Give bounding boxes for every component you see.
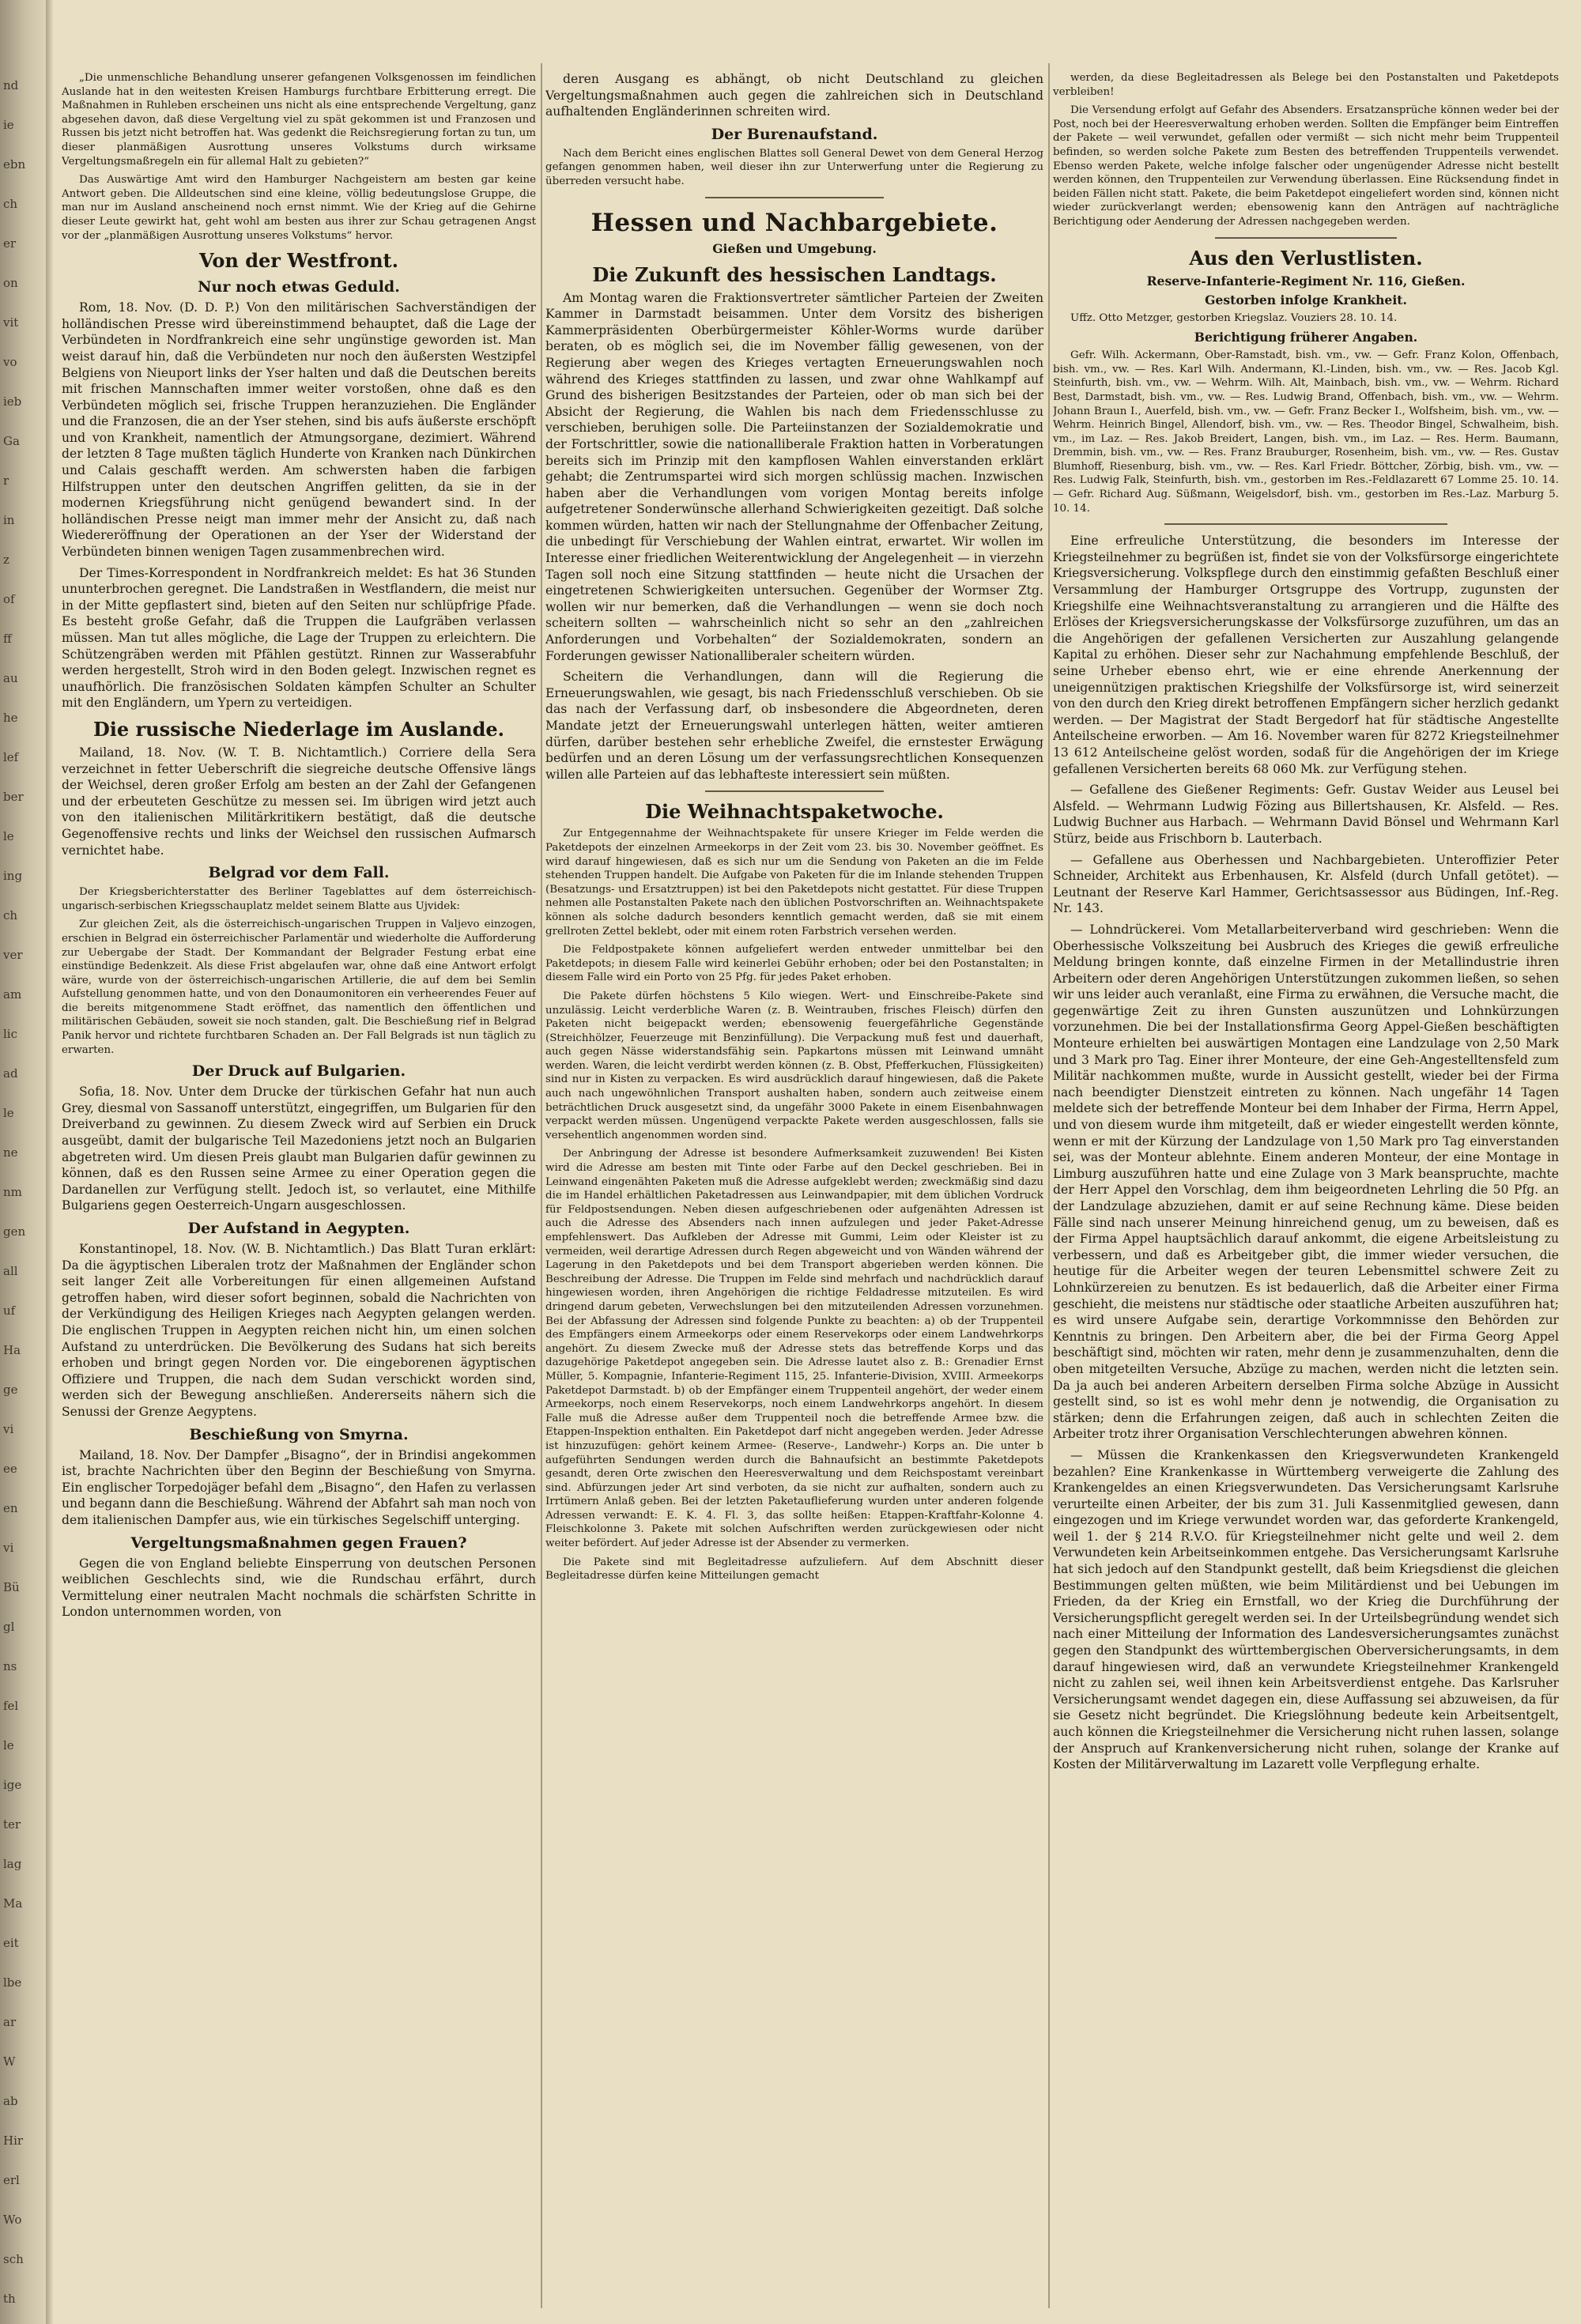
adjacent-page-fragment: ebn: [3, 158, 26, 172]
headline-bulgarien: Der Druck auf Bulgarien.: [191, 1062, 406, 1081]
article-landtag: [545, 290, 1043, 783]
separator: [705, 790, 885, 792]
adjacent-page-fragment: Ma: [3, 1897, 23, 1911]
article-russische-niederlage: [62, 745, 536, 858]
article-smyrna: [62, 1447, 536, 1529]
section-title-hessen: Hessen und Nachbargebiete.: [591, 208, 998, 237]
paragraph: — Gefallene aus Oberhessen und Nachbargebieten. Unteroffizier Peter Schneider, Architekt aus Erbenhausen, Kr. Alsfeld (durch Unfall getötet). — Leutnant der Reserve Karl Hammer, Gerichtsassessor aus Büdingen, Inf.-Reg. Nr. 143.: [1053, 852, 1559, 916]
headline-belgrad: Belgrad vor dem Fall.: [208, 864, 390, 882]
adjacent-page-fragment: ie: [3, 119, 14, 132]
paragraph: — Lohndrückerei. Vom Metallarbeiterverband wird geschrieben: Wenn die Oberhessische Volkszeitung bei Ausbruch des Krieges die gewiß erfreuliche Meldung bringen konnte, daß einzelne Firmen in der Metallindustrie ihren Arbeitern oder deren Angehörigen Unterstützungen zukommen ließen, so sehen wir uns leider auch veranlaßt, eine Firma zu erwähnen, die Versuche macht, die gegenwärtige Zeit zu ihren Gunsten auszunützen und Lohnkürzungen vorzunehmen. Die bei der Installationsfirma Georg Appel-Gießen beschäftigten Monteure erhielten bei auswärtigen Montagen eine Landzulage von 2,50 Mark und 3 Mark pro Tag. Einer ihrer Monteure, der eine Geh-Angestelltensfeld zum Militär nachkommen mußte, wurde in Aussicht gestellt, wieder bei der Firma nach beendigter Dienstzeit eintreten zu können. Nach ungefähr 14 Tagen meldete sich der betreffende Monteur bei dem Inhaber der Firma, Herrn Appel, und von diesem wurde ihm mitgeteilt, daß er wieder eingestellt werden könnte, wenn er mit der Kürzung der Landzulage von 1,50 Mark pro Tag einverstanden sei, was der Monteur ablehnte. Einem anderen Monteur, der eine Montage in Limburg auszuführen hatte und eine Zulage von 3 Mark beanspruchte, machte der Herr Appel den Vorschlag, dem ihm beigeordneten Lehrling die 50 Pfg. an der Landzulage abzuziehen, damit er auf seine Rechnung käme. Diese beiden Fälle sind nach unserer Meinung hinreichend genug, um zu beweisen, daß es der Firma Appel hauptsächlich darauf ankommt, die eigene Arbeitsleistung zu verbessern, und daß es Arbeitgeber gibt, die immer wieder versuchen, die heutige für die Arbeiter wegen der teuren Lebensmittel schwere Zeit zu Lohnkürzereien zu benutzen. Es ist bedauerlich, daß die Arbeiter einer Firma geschieht, die meistens nur städtische oder staatliche Arbeiten auszuführen hat; es wird unsere Aufgabe sein, derartige Vorkommnisse den Behörden zur Kenntnis zu bringen. Den Arbeitern aber, die bei der Firma Georg Appel beschäftigt sind, möchten wir raten, mehr denn je zusammenzuhalten, denn die oben mitgeteilten Versuche, Abzüge zu machen, werden nicht die letzten sein. Da ja auch bei anderen Arbeitern derselben Firma solche Abzüge in Aussicht gestellt sind, so ist es wohl mehr denn je notwendig, die Organisation zu stärken; denn die Erfahrungen zeigen, daß auch in schlechten Zeiten die Arbeiter trotz ihrer Organisation Verschlechterungen abwehren können.: [1053, 922, 1559, 1442]
separator: [1215, 237, 1397, 239]
paragraph: deren Ausgang es abhängt, ob nicht Deutschland zu gleichen Vergeltungsmaßnahmen auch gegen die zahlreichen sich in Deutschland aufhaltenden Engländerinnen schreiten wird.: [545, 72, 1043, 119]
adjacent-page-fragment: nm: [3, 1186, 22, 1199]
paragraph: — Müssen die Krankenkassen den Kriegsverwundeten Krankengeld bezahlen? Eine Krankenkasse in Württemberg verweigerte die Zahlung des Krankengeldes an einen Kriegsverwundeten. Das Versicherungsamt Karlsruhe verurteilte einen Arbeiter, der bis zum 31. Juli Kassenmitglied gewesen, dann eingezogen und im Kriege verwundet worden war, das geforderte Krankengeld, weil 1. der § 214 R.V.O. für Kriegsteilnehmer nicht gelte und weil 2. dem Verwundeten kein Arbeitseinkommen entgehe. Das Versicherungsamt Karlsruhe hat sich jedoch auf den Standpunkt gestellt, daß beim Kriegsdienst die gleichen Bestimmungen gelten müßten, wie beim Militärdienst und bei Uebungen im Frieden, da der Krieg ein Ernstfall, wo der Krieg die Durchführung der Versicherungspflicht geregelt werden sei. In der Urteilsbegründung wendet sich nach einer Mitteilung der Information des Landesversicherungsamtes zunächst gegen den Standpunkt des württembergischen Oberversicherungsamts, in dem darauf hingewiesen wird, daß an verwundete Kriegsteilnehmer Krankengeld nicht zu zahlen sei, weil ihnen kein Arbeitsverdienst entgehe. Das Karlsruher Versicherungsamt wendet dagegen ein, diese Auffassung sei abzuweisen, da für sie Gesetz nicht begründet. Die Kriegslöhnung bedeute kein Arbeitsentgelt, auch können die Kriegsteilnehmer die Versicherung nicht ruhen lassen, solange der Anspruch auf Krankenversicherung nicht ruhen, solange der Kranke auf Kosten der Militärverwaltung im Lazarett volle Verpflegung erhalte.: [1053, 1447, 1559, 1772]
headline-verlustlisten: Aus den Verlustlisten.: [1189, 246, 1423, 270]
adjacent-page-fragment: th: [3, 2292, 16, 2306]
adjacent-page-fragment: le: [3, 1739, 14, 1752]
local-news: [1053, 533, 1559, 1773]
adjacent-page-fragment: ter: [3, 1818, 21, 1832]
article-continuation: [545, 71, 1043, 120]
adjacent-page-fragment: le: [3, 830, 14, 843]
adjacent-page-fragment: lag: [3, 1858, 22, 1871]
adjacent-page-fragment: all: [3, 1265, 18, 1278]
adjacent-page-fragment: er: [3, 237, 17, 251]
subheading-krankheit: Gestorben infolge Krankheit.: [1205, 292, 1407, 307]
adjacent-page-fragment: nd: [3, 79, 19, 92]
adjacent-page-fragment: gl: [3, 1620, 15, 1634]
separator: [1164, 523, 1447, 525]
subhead-geduld: Nur noch etwas Geduld.: [198, 278, 400, 296]
adjacent-page-fragment: gen: [3, 1225, 26, 1239]
column-rule-1: [541, 63, 542, 2308]
article-bulgarien: [62, 1084, 536, 1214]
adjacent-page-fragment: he: [3, 711, 18, 725]
adjacent-page-fragment: au: [3, 672, 18, 685]
article-weihnachtspaketwoche: [545, 827, 1043, 1583]
paragraph: Der Anbringung der Adresse ist besondere Aufmerksamkeit zuzuwenden! Bei Kisten wird die Adresse am besten mit Tinte oder Farbe auf den Deckel geschrieben. Bei in Leinwand eingenähten Paketen muß die Adresse aufgeklebt werden; zweckmäßig sind dazu die im Handel erhältlichen Paketadressen aus Leinwandpapier, mit dem üblichen Vordruck für Feldpostsendungen. Neben diesen aufgeschriebenen oder aufgenähten Adressen ist auch die Adresse des Absenders nach innen aufzulegen und jeder Paket-Adresse empfehlenswert. Das Aufkleben der Adresse mit Gummi, Leim oder Kleister ist zu vermeiden, weil derartige Adressen durch Regen abgeweicht und von Wänden während der Lagerung in den Paketdepots und bei dem Transport abgerieben werden können. Die Beschreibung der Adresse. Die Truppen im Felde sind mehrfach und nachdrücklich darauf hingewiesen worden, ihren Angehörigen die richtige Feldadresse mitzuteilen. Es wird dringend darum gebeten, Verwechslungen bei den mitzuteilenden Adressen vorzunehmen. Bei der Abfassung der Adressen sind folgende Punkte zu beachten: a) ob der Truppenteil des Empfängers einem Armeekorps oder einem Reservekorps oder einem Landwehrkorps angehört. Zu diesem Zwecke muß der Adresse stets das betreffende Korps und das dazugehörige Paketdepot angegeben sein. Die Adresse lautet also z. B.: Grenadier Ernst Müller, 5. Kompagnie, Infanterie-Regiment 115, 25. Infanterie-Division, XVIII. Armeekorps Paketdepot Darmstadt. b) ob der Empfänger einem Truppenteil angehört, der weder einem Armeekorps, noch einem Reservekorps, noch einem Landwehrkorps angehört. In diesem Falle muß die Adresse außer dem Truppenteil noch die betreffende Armee bzw. die Etappen-Inspektion enthalten. Ein Paketdepot darf nicht angegeben werden. Jeder Adresse ist hinzuzufügen: gehört keinem Armee- (Reserve-, Landwehr-) Korps an. Die unter b aufgeführten Sendungen werden durch die Bahnaufsicht an bestimmte Paketdepots gesandt, deren Orte zwischen den Heeresverwaltung und dem Reichspostamt vereinbart sind. Abfürzungen jeder Art sind verboten, da sie nicht zur aufhalten, sondern auch zu Irrtümern Anlaß geben. Bei der letzten Paketauflieferung wurden unter anderen folgende Adressen verwandt: E. K. 4. Fl. 3, das sollte heißen: Etappen-Kraftfahr-Kolonne 4. Fleischkolonne 3. Pakete mit solchen Aufschriften werden zurückgewiesen oder nicht weiter befördert. Auf jeder Adresse ist der Absender zu vermerken.: [545, 1148, 1043, 1550]
adjacent-page-fragment: lic: [3, 1028, 17, 1041]
adjacent-page-fragment: am: [3, 988, 22, 1002]
adjacent-page-fragment: Ha: [3, 1344, 21, 1357]
adjacent-page-fragment: W: [3, 2055, 16, 2069]
adjacent-page-fragment: on: [3, 277, 18, 290]
adjacent-page-fragment: ar: [3, 2016, 17, 2029]
gutter-shadow: [46, 0, 54, 2324]
paragraph: Rom, 18. Nov. (D. D. P.) Von den militärischen Sachverständigen der holländischen Presse wird übereinstimmend behauptet, daß die Lage der Verbündeten in Nordfrankreich eine sehr ungünstige geworden ist. Man weist darauf hin, daß die Verbündeten nur noch den äußersten Westzipfel Belgiens von Nieuport links der Yser halten und daß die Deutschen bereits mit frischen Mannschaften immer weiter vorstoßen, ohne daß es den Verbündeten möglich sei, frische Truppen heranzuziehen. Die Engländer und die Franzosen, die an der Yser stehen, sind bis aufs äußerste erschöpft und von Krankheit, namentlich der Atmungsorgane, dezimiert. Während der letzten 8 Tage mußten täglich Hunderte von Kranken nach Dünkirchen und Calais geschafft werden. Am schwersten haben die farbigen Hilfstruppen unter den deutschen Angriffen gelitten, da sie in der modernen Kriegsführung nicht genügend bewandert sind. In der holländischen Presse neigt man immer mehr der Ansicht zu, daß nach Wiedereröffnung der Operationen an der Yser der Widerstand der Verbündeten binnen wenigen Tagen zusammenbrechen wird.: [62, 300, 536, 560]
headline-burenaufstand: Der Burenaufstand.: [711, 125, 878, 143]
adjacent-page-fragment: lef: [3, 751, 19, 764]
adjacent-page-fragment: fel: [3, 1700, 19, 1713]
adjacent-page-fragment: vi: [3, 1541, 14, 1555]
adjacent-page-fragment: ch: [3, 198, 18, 211]
paragraph: Sofia, 18. Nov. Unter dem Drucke der türkischen Gefahr hat nun auch Grey, diesmal von Sassanoff unterstützt, eingegriffen, um Bulgarien für den Dreiverband zu gewinnen. Zu diesem Zweck wird auf Serbien ein Druck ausgeübt, damit der bulgarische Teil Mazedoniens jetzt noch an Bulgarien abgetreten wird. Um diesen Preis glaubt man Bulgarien dafür gewinnen zu können, daß es den Russen seine Armee zu einer Operation gegen die Dardanellen zur Verfügung stellt. Jedoch ist, so verlautet, eine Mithilfe Bulgariens gegen Oesterreich-Ungarn ausgeschlossen.: [62, 1085, 536, 1213]
adjacent-page-fragment: ab: [3, 2095, 18, 2108]
paragraph: Zur gleichen Zeit, als die österreichisch-ungarischen Truppen in Valjevo einzogen, erschien in Belgrad ein österreichischer Parlamentär und wiederholte die Aufforderung zur Uebergabe der Stadt. Der Kommandant der Belgrader Festung erbat eine einstündige Bedenkzeit. Als diese Frist abgelaufen war, ohne daß eine Antwort erfolgt wäre, wurde von der österreichisch-ungarischen Artillerie, die auf dem bei Semlin Aufstellung genommen hatte, und von den Donaumonitoren ein verheerendes Feuer auf die bereits mitgenommene Stadt eröffnet, das namentlich den öffentlichen und militärischen Gebäuden, soweit sie noch standen, galt. Die Beschießung rief in Belgrad Panik hervor und richtete furchtbaren Schaden an. Der Fall Belgrads ist nun täglich zu erwarten.: [62, 919, 536, 1056]
adjacent-page-fragment: Ga: [3, 435, 20, 448]
adjacent-page-edge: [0, 0, 46, 2324]
adjacent-page-fragment: sch: [3, 2253, 24, 2266]
adjacent-page-fragment: ver: [3, 949, 23, 962]
adjacent-page-fragment: vi: [3, 1423, 14, 1436]
adjacent-page-fragment: uf: [3, 1304, 16, 1318]
paragraph: Mailand, 18. Nov. Der Dampfer „Bisagno“, der in Brindisi angekommen ist, brachte Nachrichten über den Beginn der Beschießung von Smyrna. Ein englischer Torpedojäger befahl dem „Bisagno“, den Hafen zu verlassen und begann dann die Beschießung. Während der Abfahrt sah man noch von dem italienischen Dampfer aus, wie ein türkisches Segelschiff unterging.: [62, 1447, 536, 1527]
headline-weihnachtspaketwoche: Die Weihnachtspaketwoche.: [645, 800, 944, 824]
intro-article: [62, 71, 536, 243]
paragraph: Der Times-Korrespondent in Nordfrankreich meldet: Es hat 36 Stunden ununterbrochen geregnet. Die Landstraßen in Westflandern, die meist nur in der Mitte gepflastert sind, bieten auf den Seiten nur schlüpfrige Pfade. Es besteht große Gefahr, daß die Truppen die Laufgräben verlassen müssen. Man tut alles mögliche, die Lage der Truppen zu erleichtern. Die Schützengräben werden mit Pfählen gestützt. Rinnen zur Wasserabfuhr werden hergestellt, Stroh wird in den Boden gelegt. Inzwischen regnet es unaufhörlich. Die französischen Soldaten kämpfen Schulter an Schulter mit den Engländern, um Ypern zu verteidigen.: [62, 565, 536, 711]
adjacent-page-fragment: ee: [3, 1462, 17, 1476]
adjacent-page-fragment: ieb: [3, 395, 22, 409]
adjacent-page-fragment: ige: [3, 1779, 22, 1792]
article-westfront: [62, 300, 536, 711]
adjacent-page-fragment: vo: [3, 356, 17, 369]
article-aegypten: [62, 1241, 536, 1420]
article-belgrad: [62, 885, 536, 1057]
headline-frauen: Vergeltungsmaßnahmen gegen Frauen?: [130, 1534, 467, 1552]
subheading-berichtigung: Berichtigung früherer Angaben.: [1194, 330, 1418, 345]
adjacent-page-fragment: erl: [3, 2174, 20, 2187]
adjacent-page-fragment: of: [3, 593, 15, 606]
paragraph: Die Feldpostpakete können aufgeliefert werden entweder unmittelbar bei den Paketdepots; in diesem Falle wird keinerlei Gebühr erhoben; oder bei den Postanstalten; in diesem Falle wird ein Porto von 25 Pfg. für jedes Paket erhoben.: [545, 944, 1043, 984]
paragraph: Eine erfreuliche Unterstützung, die besonders im Interesse der Kriegsteilnehmer zu begrüßen ist, findet sie von der Volksfürsorge eingerichtete Kriegsversicherung. Volkspflege durch den einstimmig gefaßten Beschluß einer Versammlung der Hamburger Ortsgruppe des Vortrupp, zugunsten der Kriegshilfe eine Weihnachtsveranstaltung zu arrangieren und die Hälfte des Erlöses der Kriegsversicherungskasse der Volksfürsorge zuzuführen, um das an die Angehörigen der gefallenen Versicherten zur Auszahlung gelangende Kapital zu erhöhen. Dieser sehr zur Nachahmung empfehlende Beschluß, der seine Urheber ebenso ehrt, wie er eine ehrende Anerkennung der uneigennützigen praktischen Kriegshilfe der Volksfürsorge ist, wird seinerzeit von den durch den Krieg direkt betroffenen Empfängern sicher herzlich gedankt werden. — Der Magistrat der Stadt Bergedorf hat für städtische Angestellte Anteilscheine erworben. — Am 16. November waren für 8272 Kriegsteilnehmer 13 612 Anteilscheine gelöst worden, sodaß für die Angehörigen der im Kriege gefallenen Versicherten bereits 68 060 Mk. zur Verfügung stehen.: [1053, 534, 1559, 776]
adjacent-page-fragment: ad: [3, 1067, 18, 1081]
adjacent-page-fragment: in: [3, 514, 15, 527]
adjacent-page-fragment: r: [3, 474, 9, 488]
section-subtitle-giessen: Gießen und Umgebung.: [712, 240, 877, 256]
column-1: [62, 71, 536, 2308]
paragraph: „Die unmenschliche Behandlung unserer gefangenen Volksgenossen im feindlichen Auslande hat in den weitesten Kreisen Hamburgs furchtbare Erbitterung erregt. Die Maßnahmen in Ruhleben erscheinen uns nicht als eine entsprechende Vergeltung, ganz abgesehen davon, daß diese Vergeltung viel zu spät gekommen ist und Franzosen und Russen bis jetzt nicht betroffen hat. Was gedenkt die Reichsregierung fortan zu tun, um dieser planmäßigen Ausrottung unseres Volkstums durch wirksame Vergeltungsmaßregeln ein für allemal Halt zu gebieten?“: [62, 72, 536, 168]
adjacent-page-fragment: ne: [3, 1146, 18, 1160]
separator: [705, 197, 885, 198]
paragraph: Scheitern die Verhandlungen, dann will die Regierung die Erneuerungswahlen, wie gesagt, bis nach Friedensschluß verschieben. Ob sie das nach der Verfassung darf, ob insbesondere die Abgeordneten, deren Mandate jetzt der Erneuerungswahl unterlegen hätten, weiter amtieren dürfen, darüber bestehen sehr erhebliche Zweifel, die ernstester Erwägung bedürfen und an deren Lösung um der verfassungsrechtlichen Konsequenzen willen alle Parteien auf das lebhafteste interessiert sein müßten.: [545, 670, 1043, 782]
article-burenaufstand: [545, 147, 1043, 189]
adjacent-page-fragment: ge: [3, 1383, 18, 1397]
adjacent-page-fragment: en: [3, 1502, 18, 1515]
adjacent-page-fragment: ns: [3, 1660, 17, 1673]
column-rule-2: [1048, 63, 1050, 2308]
article-continuation: [1053, 71, 1559, 229]
adjacent-page-fragment: lbe: [3, 1976, 22, 1990]
adjacent-page-fragment: ber: [3, 790, 24, 804]
paragraph: Gegen die von England beliebte Einsperrung von deutschen Personen weiblichen Geschlechts sind, wie die Rundschau erfährt, durch Vermittelung einer neutralen Macht nochmals die schärfsten Schritte in London unternommen worden, von: [62, 1556, 536, 1620]
paragraph: Mailand, 18. Nov. (W. T. B. Nichtamtlich.) Corriere della Sera verzeichnet in fetter Ueberschrift die siegreiche deutsche Offensive längs der Weichsel, deren großer Erfolg am besten an der Zahl der Gefangenen und der erbeuteten Geschütze zu messen sei. Im übrigen wird jetzt auch von den italienischen Militärkritikern bestätigt, daß die deutsche Gegenoffensive rechts und links der Weichsel den russischen Aufmarsch vernichtet habe.: [62, 745, 536, 858]
paragraph: Am Montag waren die Fraktionsvertreter sämtlicher Parteien der Zweiten Kammer in Darmstadt beisammen. Unter dem Vorsitz des bisherigen Kammerpräsidenten Oberbürgermeister Köhler-Worms wurde darüber beraten, ob es möglich sei, die im November fällig gewesenen, von der Regierung aber wegen des Krieges vertagten Erneuerungswahlen noch während des Krieges stattfinden zu lassen, und zwar ohne Wahlkampf auf Grund des bisherigen Besitzstandes der Parteien, oder ob man sich bei der Absicht der Regierung, die Wahlen bis nach dem Friedensschlusse zu verschieben, beruhigen solle. Die Parteiinstanzen der Sozialdemokratie und der Fortschrittler, sowie die nationalliberale Fraktion hatten in Vorberatungen bereits sich im Prinzip mit den kampflosen Wahlen einverstanden erklärt gehabt; die Zentrumspartei wird sich morgen schlüssig machen. Inzwischen haben aber die Verhandlungen vom vorigen Montag bereits infolge aufgetretener Sonderwünsche allerhand Schwierigkeiten gezeitigt. Daß solche kommen würden, hatten wir nach der Stellungnahme der Offenbacher Zeitung, die unbedingt für Verschiebung der Wahlen eintrat, erwartet. Wir wollen im Interesse einer friedlichen Weiterentwicklung der Angelegenheit — in vierzehn Tagen soll noch eine Sitzung stattfinden — heute nicht die Ursachen der eingetretenen Schwierigkeiten untersuchen. Gegenüber der Wormser Ztg. wollen wir nur bemerken, daß die Verhandlungen — wenn sie doch noch scheitern sollten — wahrscheinlich nicht so sehr an den „zahlreichen Anforderungen und Vorbehalten“ der Sozialdemokraten, sondern an Forderungen gewisser Nationalliberaler scheitern würden.: [545, 290, 1043, 663]
adjacent-page-fragment: ing: [3, 870, 23, 883]
paragraph: werden, da diese Begleitadressen als Belege bei den Postanstalten und Paketdepots verbleiben!: [1053, 72, 1559, 98]
article-frauen: [62, 1556, 536, 1620]
paragraph: Die Versendung erfolgt auf Gefahr des Absenders. Ersatzansprüche können weder bei der Post, noch bei der Heeresverwaltung erhoben werden. Sollten die Empfänger beim Eintreffen der Pakete — weil verwundet, gefallen oder vermißt — sich nicht mehr beim Truppenteil befinden, so werden solche Pakete zum Besten des betreffenden Truppenteils verwendet. Ebenso werden Pakete, welche infolge falscher oder ungenügender Adresse nicht bestellt werden können, den Truppenteilen zur Verwendung überlassen. Eine Rücksendung findet in beiden Fällen nicht statt. Pakete, die beim Paketdepot eingeliefert worden sind, können nicht wieder zurückverlangt werden; ebensowenig kann den Anträgen auf nachträgliche Berichtigung oder Aenderung der Adressen nachgegeben werden.: [1053, 104, 1559, 228]
headline-aegypten: Der Aufstand in Aegypten.: [187, 1220, 410, 1237]
paragraph: Die Pakete sind mit Begleitadresse aufzuliefern. Auf dem Abschnitt dieser Begleitadresse dürfen keine Mitteilungen gemacht: [545, 1556, 1043, 1583]
headline-westfront: Von der Westfront.: [198, 249, 398, 273]
adjacent-page-fragment: Wo: [3, 2213, 22, 2227]
headline-smyrna: Beschießung von Smyrna.: [189, 1425, 409, 1443]
adjacent-page-fragment: z: [3, 553, 9, 567]
casualty-entry: Uffz. Otto Metzger, gestorben Kriegslaz. Vouziers 28. 10. 14.: [1070, 311, 1398, 324]
adjacent-page-fragment: Bü: [3, 1581, 20, 1594]
adjacent-page-fragment: ch: [3, 909, 18, 922]
column-3: [1053, 71, 1559, 2308]
paragraph: Der Kriegsberichterstatter des Berliner Tageblattes auf dem österreichisch-ungarisch-serbischen Kriegsschauplatz meldet seinem Blatte aus Ujvidek:: [62, 886, 536, 912]
headline-russische-niederlage: Die russische Niederlage im Auslande.: [92, 717, 505, 741]
casualty-list: Gefr. Wilh. Ackermann, Ober-Ramstadt, bish. vm., vw. — Gefr. Franz Kolon, Offenbach, bish. vm., vw. — Res. Karl Wilh. Andermann, Kl.-Linden, bish. vm., vw. — Res. Jacob Kgl. Steinfurth, bish. vm., vw. — Wehrm. Wilh. Alt, Mainbach, bish. vm., vw. — Wehrm. Richard Best, Darmstadt, bish. vm., vw. — Res. Ludwig Brand, Offenbach, bish. vm., vw. — Wehrm. Johann Braun I., Auerfeld, bish. vm., vw. — Gefr. Franz Becker I., Wolfsheim, bish. vm., vw. — Wehrm. Heinrich Bingel, Allendorf, bish. vm., vw. — Res. Theodor Bingel, Schwalheim, bish. vm., im Laz. — Res. Jakob Breidert, Langen, bish. vm., im Laz. — Res. Herm. Baumann, Dremmin, bish. vm., vw. — Res. Franz Brauburger, Rosenheim, bish. vm., vw. — Res. Gustav Blumhoff, Riesenburg, bish. vm., vw. — Res. Karl Friedr. Böttcher, Zörbig, bish. vm., vw. — Res. Ludwig Falk, Steinfurth, bish. vm., gestorben im Res.-Feldlazarett 67 Lomme 25. 10. 14. — Gefr. Richard Aug. Süßmann, Weigelsdorf, bish. vm., gestorben im Res.-Laz. Marburg 5. 10. 14.: [1053, 349, 1559, 515]
adjacent-page-fragment: le: [3, 1107, 14, 1120]
paragraph: Zur Entgegennahme der Weihnachtspakete für unsere Krieger im Felde werden die Paketdepots der einzelnen Armeekorps in der Zeit vom 23. bis 30. November geöffnet. Es wird darauf hingewiesen, daß es sich nur um die Sendung von Paketen an die im Felde stehenden Truppen handelt. Die Aufgabe von Paketen für die im Inlande stehenden Truppen (Besatzungs- und Ersatztruppen) ist bei den Paketdepots nicht gestattet. Für diese Truppen nehmen alle Postanstalten Pakete nach den üblichen Postvorschriften an. Weihnachtspakete können als solche dadurch besonders kenntlich gemacht werden, daß sie mit einem grellroten Zettel beklebt, oder mit einem roten Farbstrich versehen werden.: [545, 828, 1043, 938]
paragraph: — Gefallene des Gießener Regiments: Gefr. Gustav Weider aus Leusel bei Alsfeld. — Wehrmann Ludwig Fözing aus Billertshausen, Kr. Alsfeld. — Res. Ludwig Buchner aus Harbach. — Wehrmann David Bönsel und Wehrmann Karl Stürz, beide aus Frischborn b. Lauterbach.: [1053, 783, 1559, 846]
paragraph: Konstantinopel, 18. Nov. (W. B. Nichtamtlich.) Das Blatt Turan erklärt: Da die ägyptischen Liberalen trotz der Maßnahmen der Engländer schon seit langer Zeit alle Vorbereitungen für einen allgemeinen Aufstand getroffen haben, wird dieser sofort beginnen, sobald die Nachrichten von der Verkündigung des Heiligen Krieges nach Aegypten gelangen werden. Die englischen Truppen in Aegypten reichen nicht hin, um einen solchen Aufstand zu unterdrücken. Die Bevölkerung des Sudans hat sich bereits erhoben und bringt gegen Norden vor. Die eingeborenen ägyptischen Offiziere und Truppen, die nach dem Sudan verschickt worden sind, werden sich der Bewegung anschließen. Andererseits nähern sich die Senussi der Grenze Aegyptens.: [62, 1242, 536, 1419]
adjacent-page-fragment: eit: [3, 1937, 19, 1950]
headline-landtag: Die Zukunft des hessischen Landtags.: [592, 262, 997, 286]
paragraph: Das Auswärtige Amt wird den Hamburger Nachgeistern am besten gar keine Antwort geben. Die Alldeutschen sind eine kleine, völlig bedeutungslose Gruppe, die man nur im Ausland anscheinend noch ernst nimmt. Wie der Krieg auf die Gehirne dieser Leute gewirkt hat, geht wohl am besten aus ihrer zur Schau getragenen Angst vor der „planmäßigen Ausrottung unseres Volkstums“ hervor.: [62, 174, 536, 242]
adjacent-page-fragment: Hir: [3, 2134, 24, 2148]
paragraph: Die Pakete dürfen höchstens 5 Kilo wiegen. Wert- und Einschreibe-Pakete sind unzulässig. Leicht verderbliche Waren (z. B. Weintrauben, frisches Fleisch) dürfen den Paketen nicht beigepackt werden; ebensowenig feuergefährliche Gegenstände (Streichhölzer, Feuerzeuge mit Benzinfüllung). Die Verpackung muß fest und dauerhaft, auch gegen Nässe widerstandsfähig sein. Papkartons müssen mit Leinwand umnäht werden. Waren, die leicht verdirbt werden können (z. B. Obst, Pfefferkuchen, Flüssigkeiten) sind nur in Kisten zu verpacken. Es wird ausdrücklich darauf hingewiesen, daß die Pakete auch nach ungewöhnlichen Transport aushalten haben, sondern auch zeitweise einem beträchtlichen Druck ausgesetzt sind, da ungefähr 3000 Pakete in einem Eisenbahnwagen verpackt werden müssen. Ungenügend verpackte Pakete werden ausgeschlossen, falls sie versehentlich angenommen worden sind.: [545, 990, 1043, 1141]
column-2: [545, 71, 1043, 2308]
paragraph: Nach dem Bericht eines englischen Blattes soll General Dewet von dem General Herzog gefangen genommen haben, weil dieser ihn zur Unterwerfung unter die Regierung zu überreden versucht habe.: [545, 147, 1043, 187]
adjacent-page-fragment: vit: [3, 316, 19, 330]
regiment-heading: Reserve-Infanterie-Regiment Nr. 116, Gießen.: [1146, 273, 1466, 289]
adjacent-page-fragment: ff: [3, 632, 12, 646]
